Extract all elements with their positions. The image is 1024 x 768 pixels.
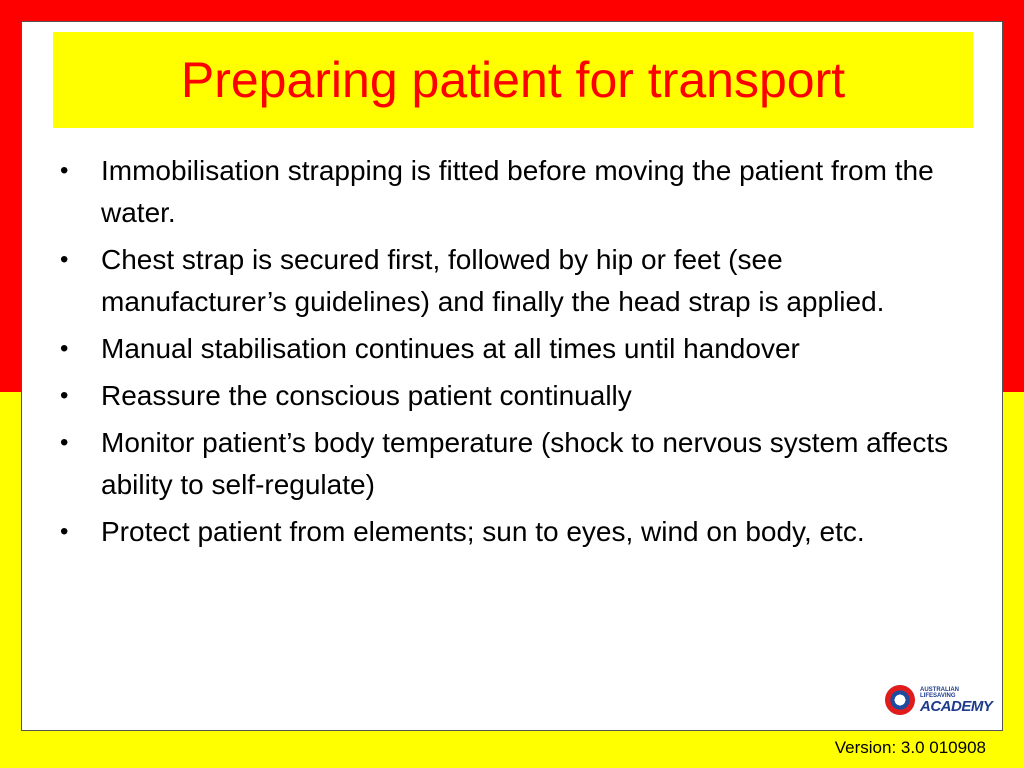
version-label: Version: 3.0 010908 <box>834 738 986 757</box>
bullet-item: • Chest strap is secured first, followed by hip or feet (see manufacturer’s guidelines) and finally the head strap is applied. <box>60 239 970 323</box>
logo-small-text: AUSTRALIAN LIFESAVING <box>920 686 959 699</box>
slide-title: Preparing patient for transport <box>180 52 846 108</box>
bullet-item: • Immobilisation strapping is fitted before moving the patient from the water. <box>60 150 970 234</box>
academy-logo <box>885 681 993 719</box>
bullet-item: • Reassure the conscious patient continually <box>60 375 970 417</box>
bullet-item: • Manual stabilisation continues at all times until handover <box>60 328 970 370</box>
logo-text <box>920 687 992 714</box>
slide-card <box>21 21 1003 731</box>
bullet-list <box>60 150 970 558</box>
bullet-item: • Protect patient from elements; sun to eyes, wind on body, etc. <box>60 511 970 553</box>
title-bar <box>53 32 973 128</box>
lifesaving-academy-seal-icon <box>885 685 915 715</box>
bullet-item: • Monitor patient’s body temperature (shock to nervous system affects ability to self-regulate) <box>60 422 970 506</box>
logo-big-text: ACADEMY <box>920 697 993 715</box>
